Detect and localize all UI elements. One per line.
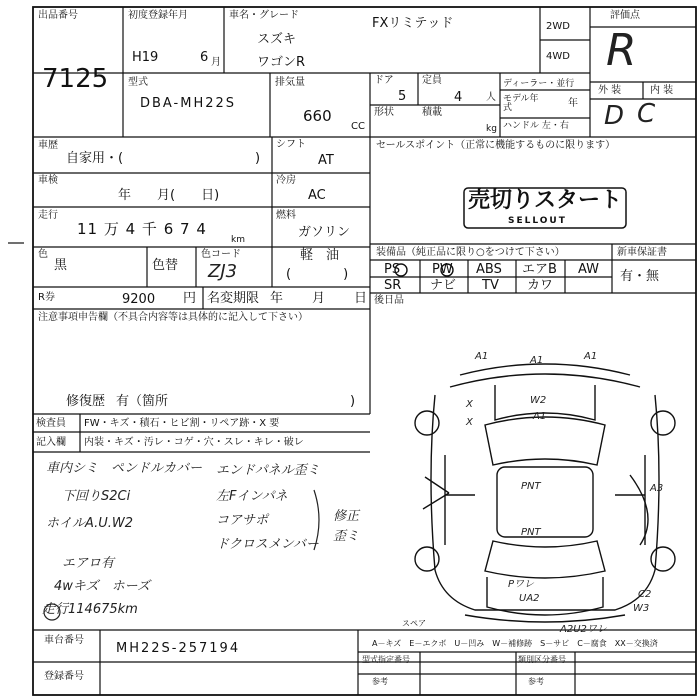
repair-label: 修復歴 xyxy=(66,394,106,409)
note-line: 下回りS2Ci xyxy=(62,489,131,504)
model-year-unit: 年 xyxy=(568,98,578,109)
color-code-value: ZJ3 xyxy=(208,261,238,282)
damage-legend: A－キズ E－エクボ U－凹み W－補修跡 S－サビ C－腐食 XX－交換済 xyxy=(372,639,658,648)
equip-airbag: エアB xyxy=(522,262,557,277)
displacement-unit: CC xyxy=(351,121,365,132)
equip-sr: SR xyxy=(384,278,402,293)
note-line: 走行114675km xyxy=(42,602,138,617)
equip-pw: PW xyxy=(432,262,453,277)
mark-pnt-1: PNT xyxy=(521,481,541,492)
shift-label: シフト xyxy=(276,139,306,150)
score-label: 評価点 xyxy=(610,10,640,21)
recycle-value: 9200 xyxy=(122,292,156,307)
car-damage-diagram xyxy=(405,345,690,630)
warranty-label: 新車保証書 xyxy=(617,247,667,258)
equip-ps: PS xyxy=(384,262,401,277)
equip-tv: TV xyxy=(482,278,499,293)
capacity-value: 4 xyxy=(454,90,463,105)
mark-c2: C2 xyxy=(638,589,652,600)
note-line: ホイルA.U.W2 xyxy=(46,516,134,531)
mark-a1-right: A1 xyxy=(584,351,598,362)
fuel-gasoline: ガソリン xyxy=(298,225,351,240)
warranty-value: 有・無 xyxy=(620,269,660,284)
entry-label: 記入欄 xyxy=(36,437,66,448)
chassis-number: MH22S-257194 xyxy=(116,641,241,656)
grade-name: FXリミテッド xyxy=(372,16,454,31)
rear-item-label: 後日品 xyxy=(374,295,404,306)
recolor-label: 色替 xyxy=(152,258,179,273)
model-type-value: DBA-MH22S xyxy=(140,96,237,111)
entry-row: 内装・キズ・汚レ・コゲ・穴・スレ・キレ・破レ xyxy=(84,437,304,448)
first-registration-month: 6 xyxy=(200,50,209,65)
repair-value: 有（箇所 xyxy=(116,394,169,409)
ac-label: 冷房 xyxy=(276,175,296,186)
equipment-label: 装備品（純正品に限り○をつけて下さい） xyxy=(376,247,565,258)
interior-label: 内 装 xyxy=(650,85,674,96)
model-type-label: 型式 xyxy=(128,77,148,88)
reference-label: 参考 xyxy=(528,677,544,686)
color-label: 色 xyxy=(38,249,48,260)
recycle-unit: 円 xyxy=(183,291,197,306)
displacement-label: 排気量 xyxy=(275,77,305,88)
note-line: 歪ミ xyxy=(333,529,360,544)
recycle-label: R券 xyxy=(38,292,55,303)
drive-4wd: 4WD xyxy=(546,51,570,62)
notes-label: 注意事項申告欄（不具合内容等は具体的に記入して下さい） xyxy=(38,312,308,323)
history-close: ) xyxy=(255,151,261,166)
model-grade-label: 車名・グレード xyxy=(229,10,299,21)
note-line: 左Fインパネ xyxy=(216,489,288,504)
type-designation-label: 型式指定番号 xyxy=(362,655,410,664)
inspection-value: 年 月( 日) xyxy=(118,188,220,203)
title-change-value: 年 月 日 xyxy=(270,291,369,306)
interior-score: C xyxy=(637,99,656,129)
mark-w3: W3 xyxy=(633,603,650,614)
ac-value: AC xyxy=(308,188,326,203)
capacity-label: 定員 xyxy=(422,75,442,86)
displacement-value: 660 xyxy=(303,107,332,125)
inspection-label: 車検 xyxy=(38,175,58,186)
score-value: R xyxy=(606,25,637,76)
reference-label: 参考 xyxy=(372,677,388,686)
mark-pwl: Pワレ xyxy=(508,579,535,590)
fuel-diesel: 軽 油 xyxy=(300,248,340,263)
door-label: ドア xyxy=(374,75,394,86)
first-registration-month-unit: 月 xyxy=(211,57,221,68)
mileage-unit: km xyxy=(231,235,245,245)
plate-label: 登録番号 xyxy=(44,671,84,682)
class-label: 類別区分番号 xyxy=(518,655,566,664)
mark-a1-center: A1 xyxy=(530,355,544,366)
sales-point-label: セールスポイント（正常に機能するものに限ります） xyxy=(376,140,616,151)
mark-x-2: X xyxy=(466,417,473,428)
chassis-label: 車台番号 xyxy=(44,635,84,646)
equipment-circles xyxy=(391,262,455,278)
repair-close: ) xyxy=(350,394,356,409)
mileage-value: 11 万 4 千 6 7 4 xyxy=(77,220,207,238)
mark-a1-mid: A1 xyxy=(533,411,547,422)
mark-ua2: UA2 xyxy=(519,593,540,604)
mileage-label: 走行 xyxy=(38,210,58,221)
note-line: エアロ有 xyxy=(62,556,115,571)
exterior-label: 外 装 xyxy=(598,85,622,96)
mark-x-1: X xyxy=(466,399,473,410)
note-line: 車内シミ ペンドルカバー xyxy=(46,461,203,476)
model-year-label: モデル年式 xyxy=(503,94,539,113)
shape-label: 形状 xyxy=(374,107,394,118)
equip-aw: AW xyxy=(578,262,600,277)
equip-abs: ABS xyxy=(476,262,502,277)
color-code-label: 色コード xyxy=(201,249,241,260)
inspector-row: FW・キズ・積石・ヒビ割・リペア跡・X 要 xyxy=(84,418,280,429)
note-line: 4wキズ ホーズ xyxy=(54,579,150,594)
stamp-sub-text: SELLOUT xyxy=(508,216,567,226)
mark-pnt-2: PNT xyxy=(521,527,541,538)
maker-name: スズキ xyxy=(257,32,297,47)
mark-w2: W2 xyxy=(530,395,547,406)
fuel-label: 燃料 xyxy=(276,210,296,221)
shift-value: AT xyxy=(318,153,334,168)
drive-2wd: 2WD xyxy=(546,21,570,32)
note-strokes xyxy=(30,460,330,630)
note-line: コアサポ xyxy=(216,513,269,528)
capacity-unit: 人 xyxy=(486,92,496,103)
equip-leather: カワ xyxy=(527,278,554,293)
load-label: 積載 xyxy=(422,107,442,118)
car-name: ワゴンR xyxy=(257,55,306,70)
lot-number: 7125 xyxy=(42,64,109,94)
stamp-main-text: 売切りスタート xyxy=(468,188,623,213)
first-registration-era: H19 xyxy=(132,50,159,65)
dealer-label: ディーラー・並行 xyxy=(503,79,575,89)
lot-number-label: 出品番号 xyxy=(38,10,78,21)
note-line: 修正 xyxy=(333,509,360,524)
title-change-label: 名変期限 xyxy=(207,291,260,306)
mark-a1-left: A1 xyxy=(475,351,489,362)
first-registration-label: 初度登録年月 xyxy=(128,10,188,21)
spare-label: スペア xyxy=(402,619,426,628)
mark-a3: A3 xyxy=(650,483,664,494)
equip-navi: ナビ xyxy=(430,278,457,293)
note-line: ドクロスメンバー xyxy=(216,537,319,552)
exterior-score: D xyxy=(604,101,625,131)
note-line: エンドパネル歪ミ xyxy=(216,463,320,478)
mark-a2u2: A2U2ワレ xyxy=(560,624,607,635)
inspector-label: 検査員 xyxy=(36,418,66,429)
fuel-other: ( ) xyxy=(286,267,349,282)
history-label: 車歴 xyxy=(38,140,58,151)
door-value: 5 xyxy=(398,89,407,104)
history-value: 自家用・( xyxy=(66,151,124,166)
sellout-stamp xyxy=(462,186,628,230)
color-value: 黒 xyxy=(54,258,68,273)
load-unit: kg xyxy=(486,124,497,134)
handle-label: ハンドル 左・右 xyxy=(503,121,569,131)
